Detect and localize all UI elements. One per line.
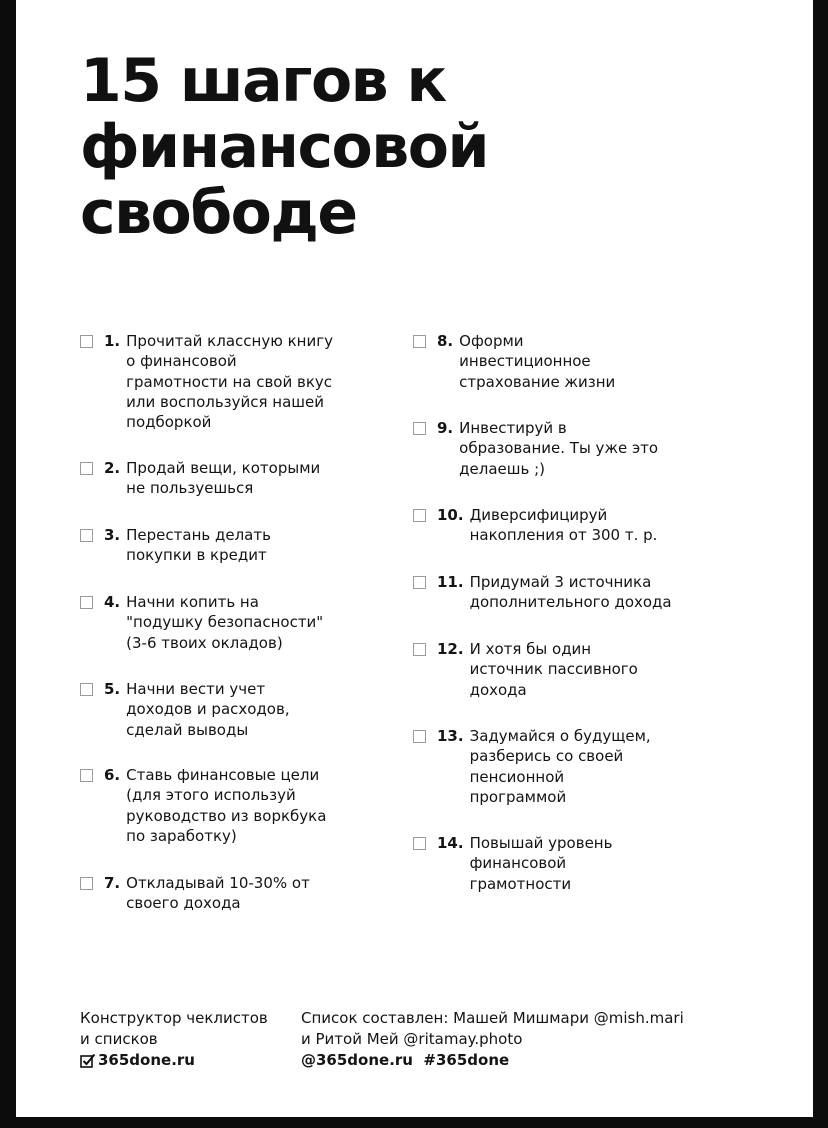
item-number: 4. bbox=[104, 593, 121, 611]
checklist-item bbox=[413, 505, 657, 546]
item-number: 5. bbox=[104, 680, 121, 698]
credits-line: и Ритой Мей @ritamay.photo bbox=[301, 1030, 523, 1048]
item-number: 12. bbox=[437, 640, 464, 658]
checklist-item bbox=[80, 331, 333, 432]
item-number: 2. bbox=[104, 459, 121, 477]
brand-link[interactable] bbox=[80, 1050, 268, 1071]
item-text: Перестань делать покупки в кредит bbox=[126, 526, 271, 565]
checkbox[interactable] bbox=[413, 643, 426, 656]
checkbox[interactable] bbox=[413, 509, 426, 522]
checklist-item bbox=[80, 765, 326, 846]
site-name: 365done.ru bbox=[98, 1051, 195, 1069]
checklist-item bbox=[80, 873, 310, 914]
item-number: 6. bbox=[104, 766, 121, 784]
title-line: 15 шагов к bbox=[80, 46, 446, 116]
checkbox[interactable] bbox=[80, 596, 93, 609]
checkbox[interactable] bbox=[413, 730, 426, 743]
checkbox[interactable] bbox=[80, 335, 93, 348]
checkbox[interactable] bbox=[413, 335, 426, 348]
item-text: Придумай 3 источника дополнительного дохода bbox=[469, 573, 672, 612]
checkbox[interactable] bbox=[80, 462, 93, 475]
checkbox[interactable] bbox=[80, 877, 93, 890]
checklist-item bbox=[413, 639, 638, 700]
item-text: Начни копить на "подушку безопасности" (3-6 твоих окладов) bbox=[126, 593, 324, 652]
title-line: свободе bbox=[80, 178, 357, 248]
footer-credits bbox=[301, 1008, 684, 1071]
checkbox[interactable] bbox=[80, 769, 93, 782]
checkbox[interactable] bbox=[413, 576, 426, 589]
checkbox[interactable] bbox=[80, 683, 93, 696]
item-text: Прочитай классную книгу о финансовой грамотности на свой вкус или воспользуйся нашей подборкой bbox=[126, 332, 333, 432]
checklist-item bbox=[80, 458, 320, 499]
checklist-item bbox=[80, 679, 290, 740]
page-title bbox=[80, 48, 488, 246]
checklist-item bbox=[80, 525, 271, 566]
checklist-item bbox=[413, 833, 612, 894]
item-text: Начни вести учет доходов и расходов, сделай выводы bbox=[126, 680, 290, 739]
checklist-item bbox=[80, 592, 323, 653]
checkbox[interactable] bbox=[413, 837, 426, 850]
item-text: Ставь финансовые цели (для этого используй руководство из воркбука по заработку) bbox=[126, 766, 327, 845]
credits-line: Список составлен: Машей Мишмари @mish.mari bbox=[301, 1009, 684, 1027]
item-text: Продай вещи, которыми не пользуешься bbox=[126, 459, 321, 498]
item-text: Инвестируй в образование. Ты уже это делаешь ;) bbox=[459, 419, 659, 478]
footer-brand bbox=[80, 1008, 268, 1071]
item-number: 11. bbox=[437, 573, 464, 591]
item-number: 1. bbox=[104, 332, 121, 350]
hashtags: @365done.ru #365done bbox=[301, 1051, 510, 1069]
item-text: Оформи инвестиционное страхование жизни bbox=[459, 332, 616, 391]
checkbox[interactable] bbox=[80, 529, 93, 542]
checklist-item bbox=[413, 331, 615, 392]
item-number: 7. bbox=[104, 874, 121, 892]
checklist-item bbox=[413, 726, 651, 807]
checklist-item bbox=[413, 418, 658, 479]
item-number: 14. bbox=[437, 834, 464, 852]
checkbox[interactable] bbox=[413, 422, 426, 435]
footer-caption: Конструктор чеклистов bbox=[80, 1009, 268, 1027]
item-number: 13. bbox=[437, 727, 464, 745]
title-line: финансовой bbox=[80, 112, 488, 182]
item-text: Диверсифицируй накопления от 300 т. р. bbox=[469, 506, 658, 545]
item-text: Задумайся о будущем, разберись со своей пенсионной программой bbox=[469, 727, 651, 806]
checklist-item bbox=[413, 572, 672, 613]
item-text: И хотя бы один источник пассивного дохода bbox=[469, 640, 638, 699]
footer-caption: и списков bbox=[80, 1030, 158, 1048]
item-text: Повышай уровень финансовой грамотности bbox=[469, 834, 613, 893]
item-number: 3. bbox=[104, 526, 121, 544]
item-text: Откладывай 10-30% от своего дохода bbox=[126, 874, 310, 913]
item-number: 8. bbox=[437, 332, 454, 350]
checkbox-check-icon bbox=[80, 1053, 96, 1069]
item-number: 10. bbox=[437, 506, 464, 524]
checklist-page bbox=[16, 0, 813, 1117]
item-number: 9. bbox=[437, 419, 454, 437]
